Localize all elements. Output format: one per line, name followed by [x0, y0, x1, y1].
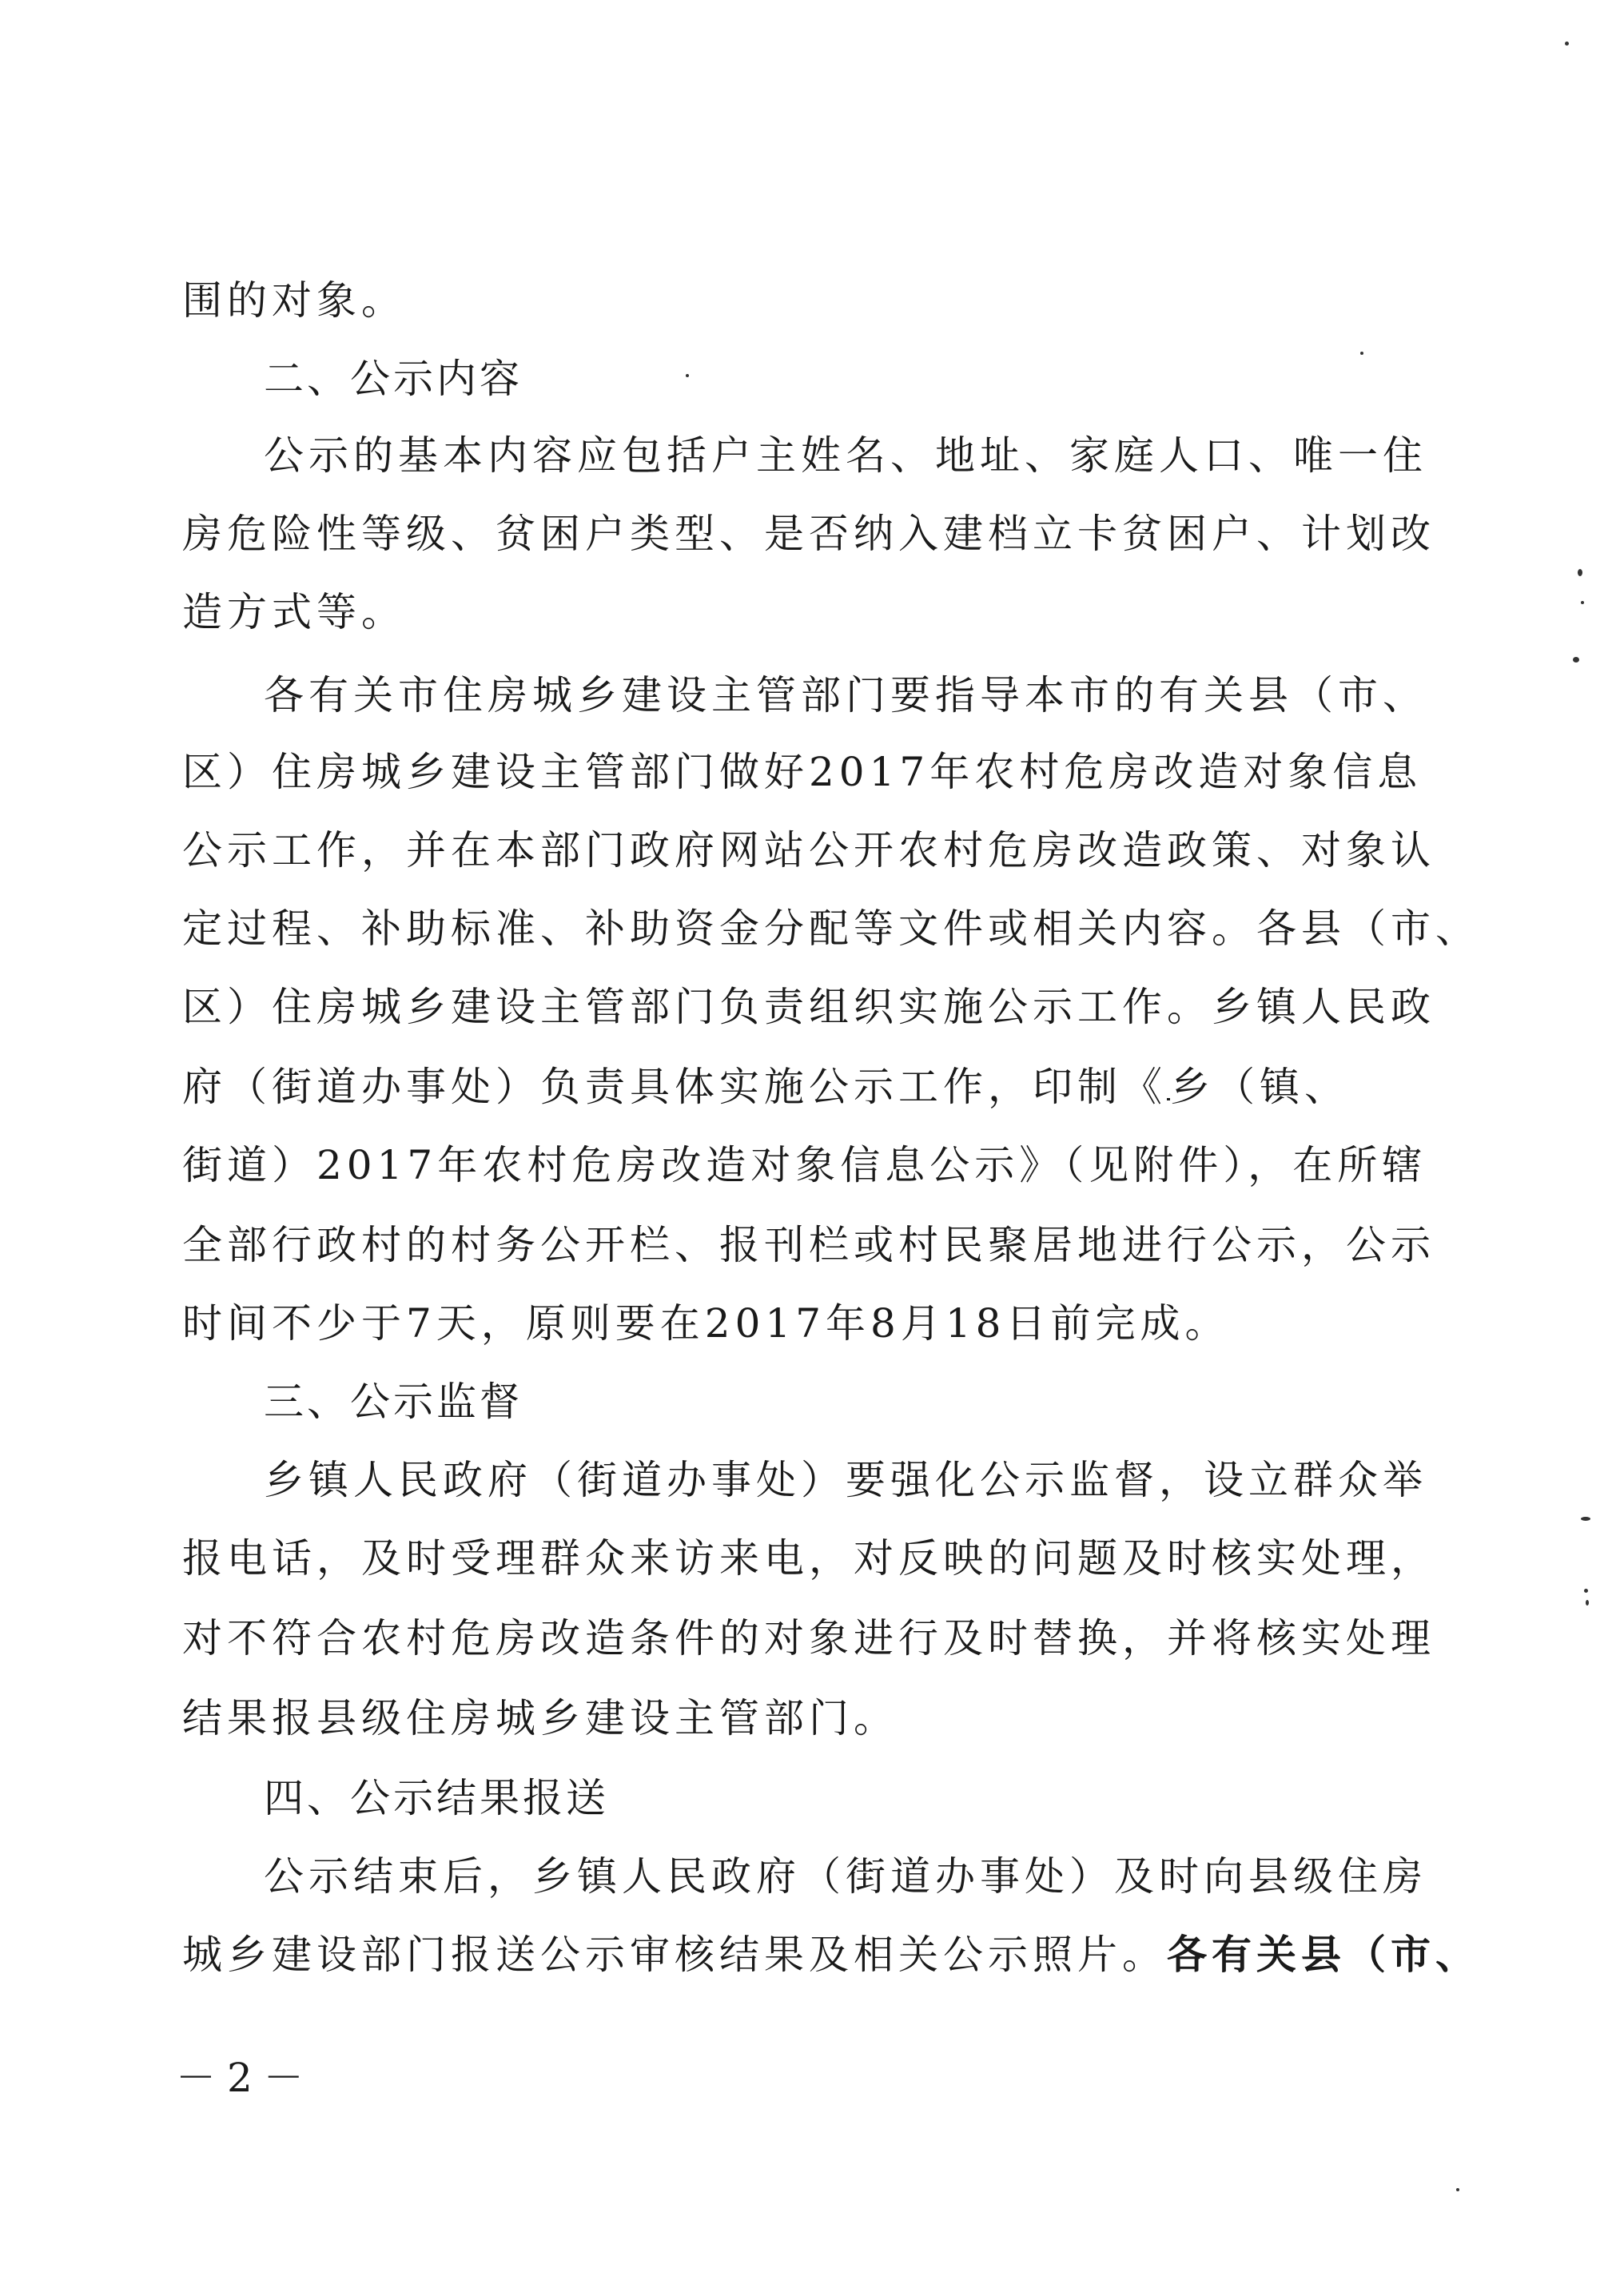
scan-speck [1584, 1589, 1588, 1593]
scan-speck [1573, 657, 1579, 663]
scan-speck [1586, 1600, 1589, 1606]
text-line-with-bold [182, 1931, 1480, 1979]
text-line: 各有关市住房城乡建设主管部门要指导本市的有关县（市、 [264, 672, 1427, 718]
text-line: 定过程、补助标准、补助资金分配等文件或相关内容。各县（市、 [182, 905, 1480, 952]
scan-speck [1456, 2188, 1459, 2191]
text-line: 街道）2017年农村危房改造对象信息公示》（见附件），在所辖 [182, 1142, 1427, 1188]
text-line: 造方式等。 [182, 589, 406, 635]
text-line: 结果报县级住房城乡建设主管部门。 [182, 1695, 898, 1741]
text-segment: 城乡建设部门报送公示审核结果及相关公示照片。 [182, 1932, 1167, 1978]
scan-speck [1565, 42, 1569, 46]
scan-speck [686, 374, 689, 377]
text-segment: 府（街道办事处）负责具体实施公示工作，印制《 [182, 1064, 1167, 1110]
text-line: 报电话，及时受理群众来访来电，对反映的问题及时核实处理， [182, 1535, 1435, 1582]
text-line: 围的对象。 [182, 277, 406, 324]
text-segment: 乡（镇、 [1170, 1064, 1349, 1110]
text-line: 全部行政村的村务公开栏、报刊栏或村民聚居地进行公示，公示 [182, 1222, 1435, 1268]
text-line: 公示的基本内容应包括户主姓名、地址、家庭人口、唯一住 [264, 432, 1427, 479]
scan-speck [1581, 601, 1584, 604]
text-line: 时间不少于7天，原则要在2017年8月18日前完成。 [182, 1300, 1230, 1347]
scan-speck [1360, 352, 1363, 355]
scan-speck [1581, 1517, 1590, 1521]
text-line: 公示工作，并在本部门政府网站公开农村危房改造政策、对象认 [182, 827, 1435, 873]
scan-speck [1578, 569, 1582, 576]
section-heading: 三、公示监督 [264, 1379, 523, 1425]
bold-text-segment: 各有关县（市、 [1167, 1931, 1480, 1978]
page-number: －2－ [176, 2055, 315, 2101]
section-heading: 四、公示结果报送 [264, 1775, 609, 1821]
text-line: 区）住房城乡建设主管部门负责组织实施公示工作。乡镇人民政 [182, 984, 1435, 1030]
text-line: 公示结束后，乡镇人民政府（街道办事处）及时向县级住房 [264, 1853, 1427, 1900]
text-line-with-blank [182, 1063, 1349, 1111]
text-line: 乡镇人民政府（街道办事处）要强化公示监督，设立群众举 [264, 1457, 1427, 1503]
text-line: 区）住房城乡建设主管部门做好2017年农村危房改造对象信息 [182, 749, 1423, 795]
text-line: 房危险性等级、贫困户类型、是否纳入建档立卡贫困户、计划改 [182, 511, 1435, 557]
section-heading: 二、公示内容 [264, 356, 523, 402]
text-line: 对不符合农村危房改造条件的对象进行及时替换，并将核实处理 [182, 1615, 1435, 1661]
